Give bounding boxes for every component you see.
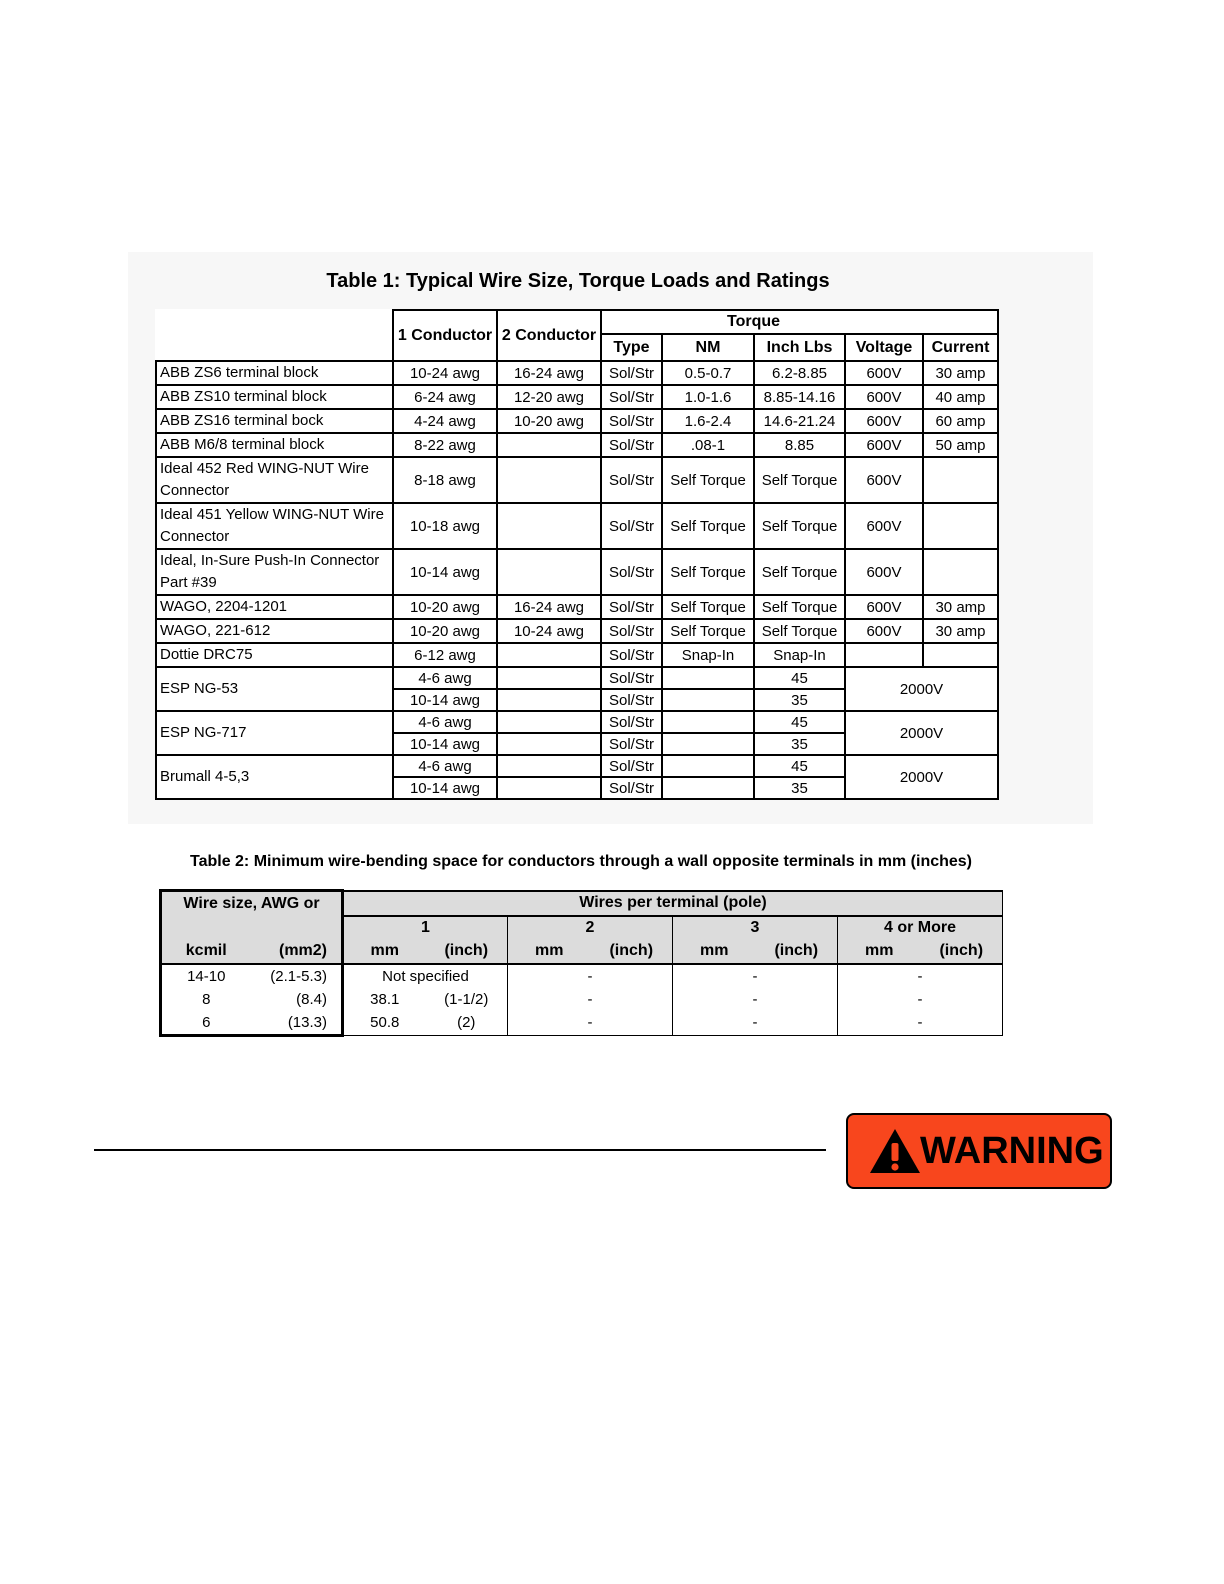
header-mm: mm bbox=[838, 940, 921, 964]
torque-inch-lbs: 8.85-14.16 bbox=[754, 385, 845, 409]
wire-type: Sol/Str bbox=[601, 689, 662, 711]
voltage: 600V bbox=[845, 619, 923, 643]
wires-2-value: - bbox=[508, 964, 673, 988]
wire-type: Sol/Str bbox=[601, 777, 662, 799]
voltage: 600V bbox=[845, 595, 923, 619]
header-wire-size-spacer bbox=[161, 916, 343, 940]
table-row bbox=[156, 433, 998, 457]
conductor-2 bbox=[497, 755, 601, 777]
product-name: Ideal 452 Red WING-NUT Wire Connector bbox=[156, 457, 393, 503]
product-name: ESP NG-53 bbox=[156, 667, 393, 711]
wire-size-table bbox=[155, 309, 999, 800]
wires-3-value: - bbox=[673, 988, 838, 1011]
warning-triangle-icon bbox=[868, 1127, 922, 1175]
product-name: Ideal, In-Sure Push-In Connector Part #39 bbox=[156, 549, 393, 595]
section-divider bbox=[94, 1149, 826, 1151]
conductor-2: 10-20 awg bbox=[497, 409, 601, 433]
warning-label bbox=[846, 1113, 1112, 1189]
torque-inch-lbs: Snap-In bbox=[754, 643, 845, 667]
conductor-1: 10-18 awg bbox=[393, 503, 497, 549]
warning-text: WARNING bbox=[920, 1129, 1104, 1172]
conductor-1: 10-20 awg bbox=[393, 595, 497, 619]
current: 30 amp bbox=[923, 361, 998, 385]
header-torque: Torque bbox=[662, 310, 845, 334]
current bbox=[923, 457, 998, 503]
table-row bbox=[156, 549, 998, 595]
torque-inch-lbs: 35 bbox=[754, 777, 845, 799]
torque-inch-lbs: 45 bbox=[754, 711, 845, 733]
table1-corner bbox=[156, 310, 393, 361]
torque-nm: .08-1 bbox=[662, 433, 754, 457]
product-name: ABB ZS16 terminal bock bbox=[156, 409, 393, 433]
voltage: 600V bbox=[845, 409, 923, 433]
header-mm: mm bbox=[508, 940, 591, 964]
mm2-value: (2.1-5.3) bbox=[251, 964, 343, 988]
torque-nm: 1.0-1.6 bbox=[662, 385, 754, 409]
table-row bbox=[156, 711, 998, 733]
wire-type: Sol/Str bbox=[601, 667, 662, 689]
kcmil-value: 14-10 bbox=[161, 964, 251, 988]
voltage: 600V bbox=[845, 503, 923, 549]
conductor-2 bbox=[497, 733, 601, 755]
conductor-1: 10-14 awg bbox=[393, 549, 497, 595]
product-name: WAGO, 221-612 bbox=[156, 619, 393, 643]
product-name: ABB ZS6 terminal block bbox=[156, 361, 393, 385]
wire-type: Sol/Str bbox=[601, 433, 662, 457]
conductor-1: 10-20 awg bbox=[393, 619, 497, 643]
header-wires-per-terminal: Wires per terminal (pole) bbox=[343, 891, 1003, 916]
wire-type: Sol/Str bbox=[601, 711, 662, 733]
conductor-2 bbox=[497, 667, 601, 689]
header-kcmil: kcmil bbox=[161, 940, 251, 964]
table-row bbox=[156, 667, 998, 689]
wire-type: Sol/Str bbox=[601, 755, 662, 777]
header-nm: NM bbox=[662, 334, 754, 361]
current: 30 amp bbox=[923, 619, 998, 643]
table-row bbox=[156, 755, 998, 777]
wire-type: Sol/Str bbox=[601, 619, 662, 643]
current: 60 amp bbox=[923, 409, 998, 433]
conductor-2 bbox=[497, 503, 601, 549]
torque-inch-lbs: 6.2-8.85 bbox=[754, 361, 845, 385]
table-row bbox=[161, 1011, 1003, 1036]
torque-nm bbox=[662, 689, 754, 711]
table-row bbox=[161, 964, 1003, 988]
header-inch: (inch) bbox=[921, 940, 1003, 964]
torque-nm: Self Torque bbox=[662, 457, 754, 503]
current: 50 amp bbox=[923, 433, 998, 457]
torque-inch-lbs: Self Torque bbox=[754, 619, 845, 643]
product-name: WAGO, 2204-1201 bbox=[156, 595, 393, 619]
wires-1-value: Not specified bbox=[343, 964, 508, 988]
conductor-2: 16-24 awg bbox=[497, 595, 601, 619]
table-row bbox=[161, 988, 1003, 1011]
torque-nm: Self Torque bbox=[662, 503, 754, 549]
torque-inch-lbs: Self Torque bbox=[754, 595, 845, 619]
torque-inch-lbs: 14.6-21.24 bbox=[754, 409, 845, 433]
conductor-2 bbox=[497, 689, 601, 711]
wire-type: Sol/Str bbox=[601, 409, 662, 433]
torque-inch-lbs: 45 bbox=[754, 755, 845, 777]
torque-nm bbox=[662, 777, 754, 799]
header-wire-size: Wire size, AWG or bbox=[161, 891, 343, 916]
torque-inch-lbs: 35 bbox=[754, 689, 845, 711]
torque-inch-lbs: 8.85 bbox=[754, 433, 845, 457]
conductor-1: 10-14 awg bbox=[393, 777, 497, 799]
table-row bbox=[156, 457, 998, 503]
current bbox=[923, 643, 998, 667]
header-2-conductor: 2 Conductor bbox=[497, 310, 601, 361]
rating: 2000V bbox=[845, 711, 998, 755]
torque-nm bbox=[662, 755, 754, 777]
header-1-conductor: 1 Conductor bbox=[393, 310, 497, 361]
torque-inch-lbs: 45 bbox=[754, 667, 845, 689]
wires-2-value: - bbox=[508, 1011, 673, 1036]
torque-nm: 0.5-0.7 bbox=[662, 361, 754, 385]
header-type: Type bbox=[601, 334, 662, 361]
wires-3-value: - bbox=[673, 1011, 838, 1036]
conductor-2: 16-24 awg bbox=[497, 361, 601, 385]
table2-title: Table 2: Minimum wire-bending space for conductors through a wall opposite terminals in mm (inches) bbox=[189, 853, 973, 870]
torque-inch-lbs: Self Torque bbox=[754, 503, 845, 549]
voltage: 600V bbox=[845, 549, 923, 595]
table-row bbox=[156, 595, 998, 619]
wires-1-mm: 38.1 bbox=[343, 988, 426, 1011]
torque-nm bbox=[662, 711, 754, 733]
wires-4-value: - bbox=[838, 988, 1003, 1011]
conductor-2 bbox=[497, 549, 601, 595]
conductor-2 bbox=[497, 711, 601, 733]
wire-type: Sol/Str bbox=[601, 361, 662, 385]
wire-type: Sol/Str bbox=[601, 643, 662, 667]
product-name: Dottie DRC75 bbox=[156, 643, 393, 667]
table-row bbox=[156, 503, 998, 549]
wire-type: Sol/Str bbox=[601, 385, 662, 409]
torque-inch-lbs: Self Torque bbox=[754, 549, 845, 595]
table1-title: Table 1: Typical Wire Size, Torque Loads and Ratings bbox=[326, 270, 830, 292]
conductor-1: 8-22 awg bbox=[393, 433, 497, 457]
wires-1-mm: 50.8 bbox=[343, 1011, 426, 1036]
conductor-1: 8-18 awg bbox=[393, 457, 497, 503]
header-inch: (inch) bbox=[756, 940, 838, 964]
header-inch: (inch) bbox=[426, 940, 508, 964]
wires-2-value: - bbox=[508, 988, 673, 1011]
wires-4-value: - bbox=[838, 1011, 1003, 1036]
header-col-3: 3 bbox=[673, 916, 838, 940]
kcmil-value: 6 bbox=[161, 1011, 251, 1036]
torque-nm bbox=[662, 733, 754, 755]
conductor-1: 6-24 awg bbox=[393, 385, 497, 409]
table-row bbox=[156, 643, 998, 667]
current: 30 amp bbox=[923, 595, 998, 619]
wire-bending-table bbox=[159, 889, 1003, 1037]
voltage: 600V bbox=[845, 433, 923, 457]
product-name: ABB ZS10 terminal block bbox=[156, 385, 393, 409]
wires-1-inch: (1-1/2) bbox=[426, 988, 508, 1011]
conductor-2: 10-24 awg bbox=[497, 619, 601, 643]
conductor-1: 4-6 awg bbox=[393, 755, 497, 777]
torque-nm bbox=[662, 667, 754, 689]
wire-type: Sol/Str bbox=[601, 503, 662, 549]
product-name: ESP NG-717 bbox=[156, 711, 393, 755]
mm2-value: (8.4) bbox=[251, 988, 343, 1011]
wire-type: Sol/Str bbox=[601, 457, 662, 503]
wire-type: Sol/Str bbox=[601, 595, 662, 619]
mm2-value: (13.3) bbox=[251, 1011, 343, 1036]
conductor-1: 4-6 awg bbox=[393, 711, 497, 733]
table-row bbox=[156, 361, 998, 385]
product-name: Brumall 4-5,3 bbox=[156, 755, 393, 799]
current bbox=[923, 503, 998, 549]
voltage bbox=[845, 643, 923, 667]
header-col-4: 4 or More bbox=[838, 916, 1003, 940]
current bbox=[923, 549, 998, 595]
torque-nm: Self Torque bbox=[662, 549, 754, 595]
table-row bbox=[156, 385, 998, 409]
current: 40 amp bbox=[923, 385, 998, 409]
voltage: 600V bbox=[845, 361, 923, 385]
conductor-2: 12-20 awg bbox=[497, 385, 601, 409]
header-inch: (inch) bbox=[591, 940, 673, 964]
wire-type: Sol/Str bbox=[601, 549, 662, 595]
conductor-2 bbox=[497, 777, 601, 799]
wires-3-value: - bbox=[673, 964, 838, 988]
voltage: 600V bbox=[845, 385, 923, 409]
rating: 2000V bbox=[845, 667, 998, 711]
torque-inch-lbs: Self Torque bbox=[754, 457, 845, 503]
conductor-1: 4-6 awg bbox=[393, 667, 497, 689]
rating: 2000V bbox=[845, 755, 998, 799]
header-mm: mm bbox=[343, 940, 426, 964]
header-mm2: (mm2) bbox=[251, 940, 343, 964]
torque-nm: Snap-In bbox=[662, 643, 754, 667]
conductor-2 bbox=[497, 643, 601, 667]
table-row bbox=[156, 619, 998, 643]
torque-inch-lbs: 35 bbox=[754, 733, 845, 755]
header-torque-gap-right bbox=[845, 310, 998, 334]
header-mm: mm bbox=[673, 940, 756, 964]
header-current: Current bbox=[923, 334, 998, 361]
header-torque-gap bbox=[601, 310, 662, 334]
header-inch-lbs: Inch Lbs bbox=[754, 334, 845, 361]
conductor-1: 10-24 awg bbox=[393, 361, 497, 385]
conductor-1: 4-24 awg bbox=[393, 409, 497, 433]
conductor-1: 10-14 awg bbox=[393, 733, 497, 755]
conductor-1: 6-12 awg bbox=[393, 643, 497, 667]
header-voltage: Voltage bbox=[845, 334, 923, 361]
wires-1-inch: (2) bbox=[426, 1011, 508, 1036]
product-name: Ideal 451 Yellow WING-NUT Wire Connector bbox=[156, 503, 393, 549]
wire-type: Sol/Str bbox=[601, 733, 662, 755]
product-name: ABB M6/8 terminal block bbox=[156, 433, 393, 457]
table-row bbox=[156, 409, 998, 433]
torque-nm: 1.6-2.4 bbox=[662, 409, 754, 433]
header-col-1: 1 bbox=[343, 916, 508, 940]
torque-nm: Self Torque bbox=[662, 595, 754, 619]
conductor-1: 10-14 awg bbox=[393, 689, 497, 711]
header-col-2: 2 bbox=[508, 916, 673, 940]
torque-nm: Self Torque bbox=[662, 619, 754, 643]
conductor-2 bbox=[497, 457, 601, 503]
kcmil-value: 8 bbox=[161, 988, 251, 1011]
voltage: 600V bbox=[845, 457, 923, 503]
conductor-2 bbox=[497, 433, 601, 457]
wires-4-value: - bbox=[838, 964, 1003, 988]
